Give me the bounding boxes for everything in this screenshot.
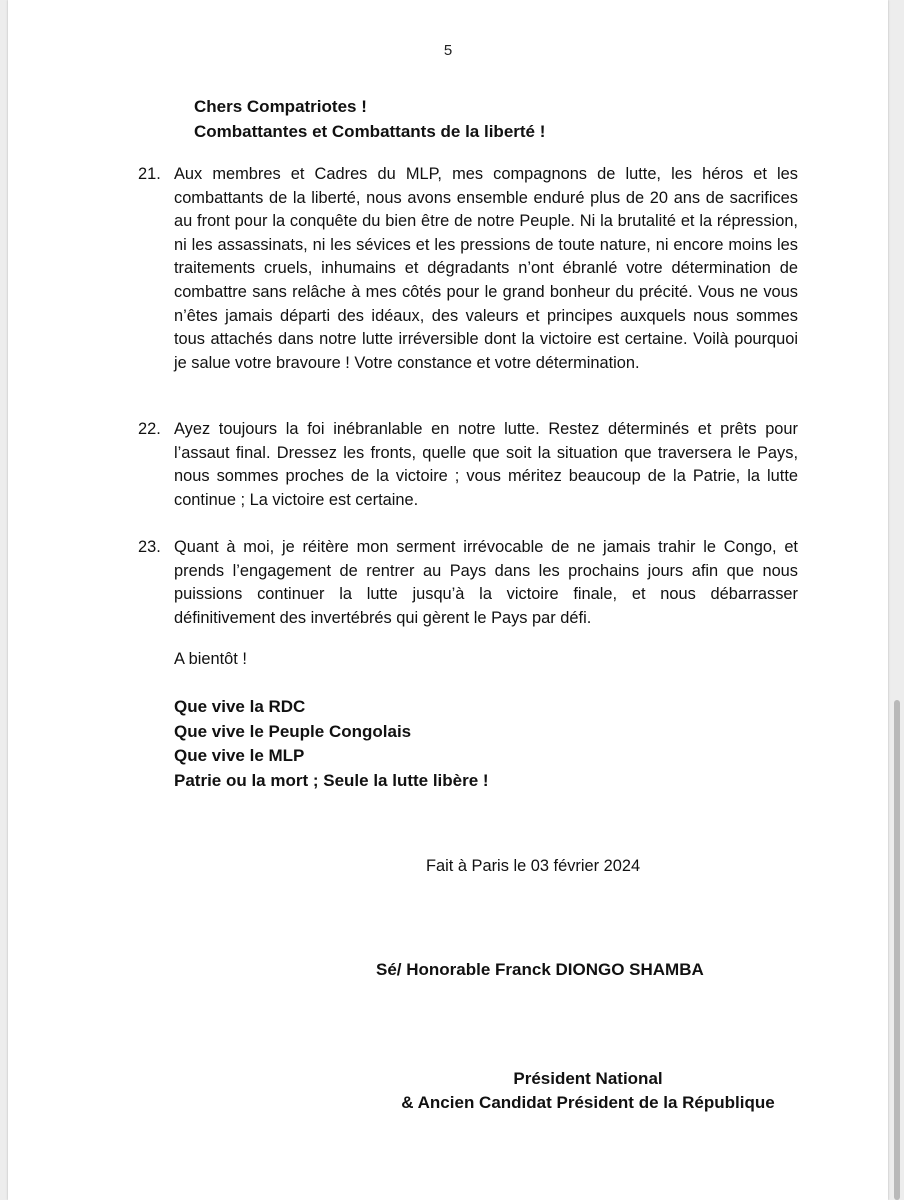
slogan-line: Patrie ou la mort ; Seule la lutte libère ! bbox=[174, 770, 489, 790]
slogan-line: Que vive le MLP bbox=[174, 746, 305, 765]
title-line: & Ancien Candidat Président de la République bbox=[401, 1093, 775, 1112]
paragraph-number: 22. bbox=[138, 420, 161, 438]
scrollbar-thumb[interactable] bbox=[894, 700, 900, 1200]
salutation-line: Combattantes et Combattants de la liberté ! bbox=[194, 122, 546, 141]
paragraph-text: Quant à moi, je réitère mon serment irrévocable de ne jamais trahir le Congo, et prends l’engagement de rentrer au Pays dans les prochains jours afin que nous puissions continuer la lutte jusqu’à la victoire finale, et nous débarrasser définitivement des invertébrés qui gèrent le Pays par défi. bbox=[174, 538, 798, 627]
document-page bbox=[8, 0, 888, 1200]
paragraph-text: Ayez toujours la foi inébranlable en notre lutte. Restez déterminés et prêts pour l’assaut final. Dressez les fronts, quelle que soit la situation que traversera le Pays, nous sommes proches de la victoire ; vous méritez beaucoup de la Patrie, la lutte continue ; La victoire est certaine. bbox=[174, 420, 798, 509]
paragraph-text: Aux membres et Cadres du MLP, mes compagnons de lutte, les héros et les combattants de la liberté, nous avons ensemble enduré plus de 20 ans de sacrifices au front pour la conquête du bien être de notre Peuple. Ni la brutalité et la répression, ni les assassinats, ni les sévices et les pressions de toute nature, ni encore moins les traitements cruels, inhumains et dégradants n’ont ébranlé votre détermination de combattre sans relâche à mes côtés pour le grand bonheur du précité. Vous ne vous n’êtes jamais départi des idéaux, des valeurs et principes auxquels nous sommes tous attachés dans notre lutte irréversible dont la victoire est certaine. Voilà pourquoi je salue votre bravoure ! Votre constance et votre détermination. bbox=[174, 165, 798, 372]
signature: Sé/ Honorable Franck DIONGO SHAMBA bbox=[376, 960, 704, 979]
signatory-titles bbox=[368, 1067, 808, 1115]
salutation-line: Chers Compatriotes ! bbox=[194, 97, 367, 116]
paragraph-number: 23. bbox=[138, 538, 161, 556]
slogan-line: Que vive le Peuple Congolais bbox=[174, 721, 412, 741]
paragraph-number: 21. bbox=[138, 165, 161, 183]
salutation bbox=[194, 94, 545, 144]
title-line: Président National bbox=[513, 1069, 663, 1088]
paragraph-23 bbox=[138, 536, 798, 630]
farewell: A bientôt ! bbox=[174, 650, 247, 668]
paragraph-22 bbox=[138, 418, 798, 512]
page-number: 5 bbox=[443, 42, 453, 59]
paragraph-21 bbox=[138, 163, 798, 375]
slogan-line: Que vive la RDC bbox=[174, 697, 306, 716]
date-line: Fait à Paris le 03 février 2024 bbox=[426, 857, 641, 875]
slogans bbox=[174, 695, 489, 793]
